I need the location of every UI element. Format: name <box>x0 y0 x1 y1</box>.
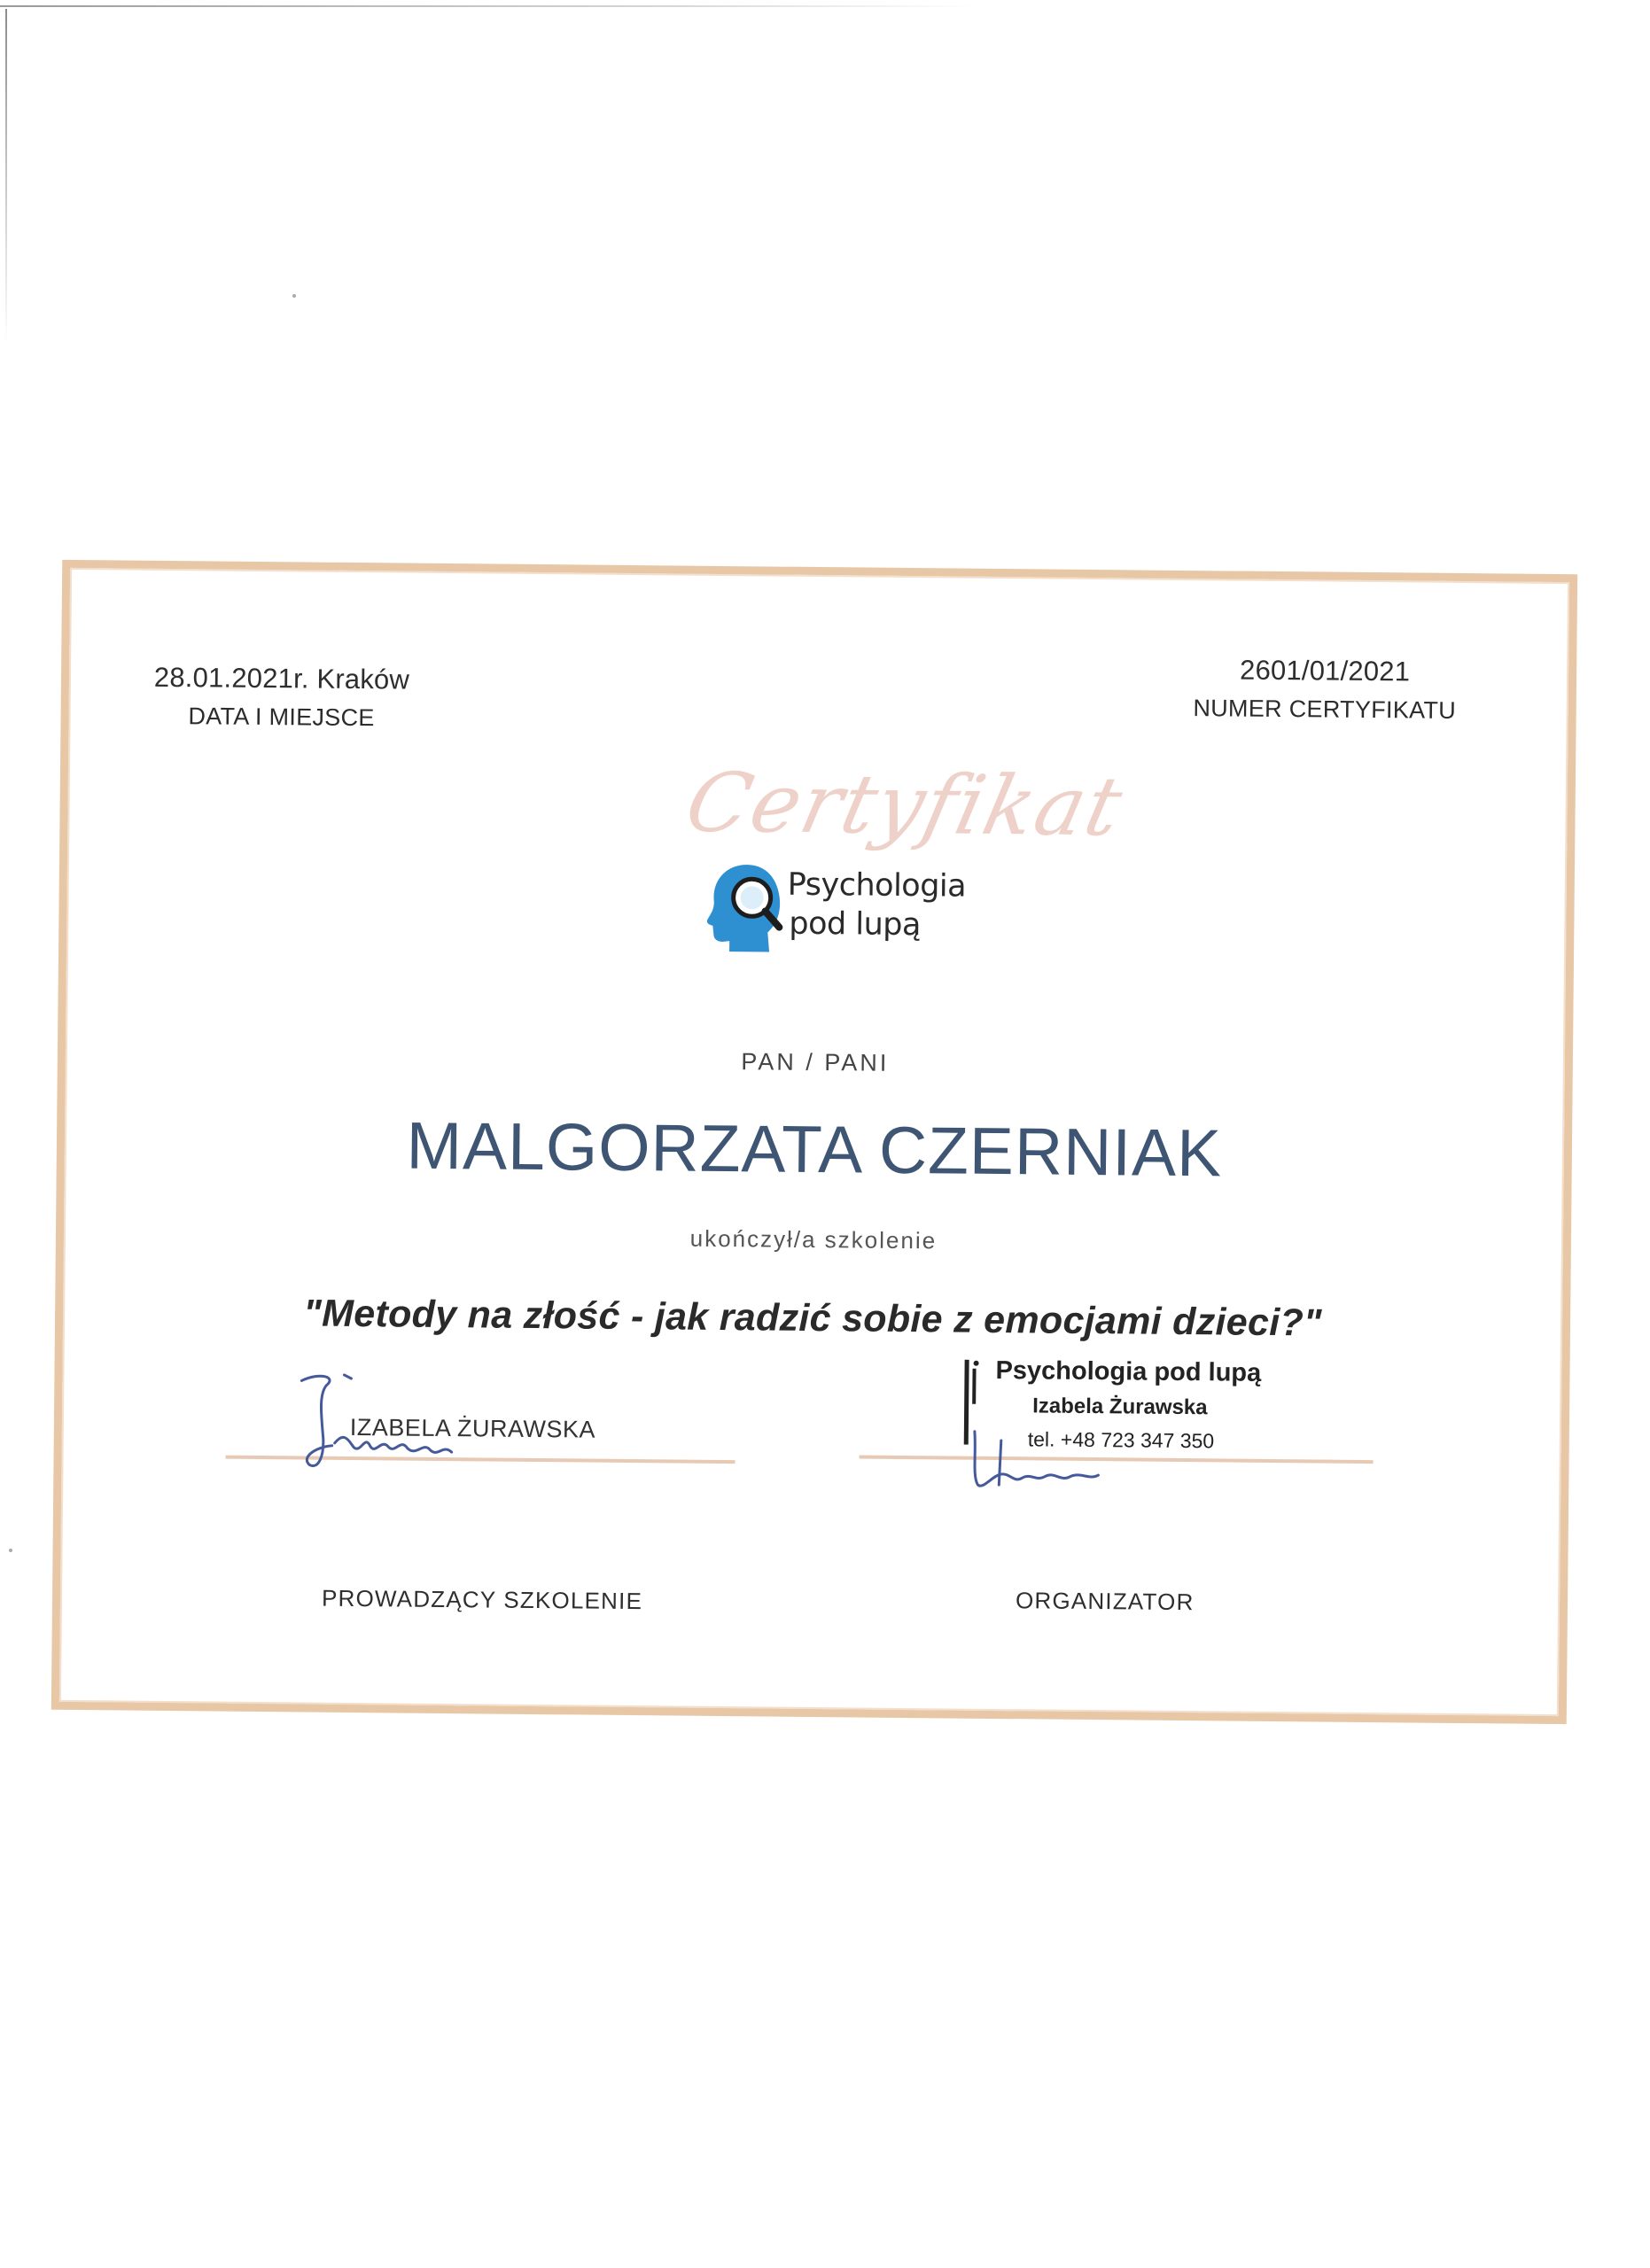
certificate-number-value: 2601/01/2021 <box>1239 654 1411 687</box>
certificate-script-title: Certyfikat <box>677 755 1132 855</box>
scan-speck <box>292 294 296 298</box>
completion-text: ukończył/a szkolenie <box>689 1224 938 1254</box>
certificate-number-label: NUMER CERTYFIKATU <box>1193 695 1457 724</box>
scan-edge-line <box>0 5 975 7</box>
stamp-organization: Psychologia pod lupą <box>995 1355 1262 1387</box>
date-place-label: DATA I MIEJSCE <box>188 703 375 732</box>
organization-logo <box>703 858 969 967</box>
organizer-signature <box>965 1423 1170 1495</box>
scan-speck <box>9 1549 12 1552</box>
head-magnifier-icon <box>703 858 788 956</box>
instructor-name: IZABELA ŻURAWSKA <box>349 1413 596 1443</box>
certificate-number-block <box>1179 654 1472 725</box>
salutation: PAN / PANI <box>741 1048 890 1076</box>
recipient-name: MALGORZATA CZERNIAK <box>406 1107 1223 1191</box>
logo-wordmark <box>787 866 966 945</box>
certificate-frame <box>51 560 1577 1724</box>
organizer-role: ORGANIZATOR <box>1015 1587 1195 1616</box>
instructor-signature <box>283 1358 576 1485</box>
stamp-person: Izabela Żurawska <box>1032 1394 1208 1420</box>
logo-line-2: pod lupą <box>789 905 922 944</box>
instructor-role: PROWADZĄCY SZKOLENIE <box>321 1584 643 1615</box>
date-place-block <box>139 662 424 733</box>
logo-line-1: Psychologia <box>787 866 967 905</box>
scan-edge-mark <box>5 9 7 346</box>
stamp-phone: tel. +48 723 347 350 <box>1027 1427 1215 1453</box>
course-title: "Metody na złość - jak radzić sobie z emocjami dzieci?" <box>303 1292 1322 1345</box>
date-place-value: 28.01.2021r. Kraków <box>153 661 410 695</box>
